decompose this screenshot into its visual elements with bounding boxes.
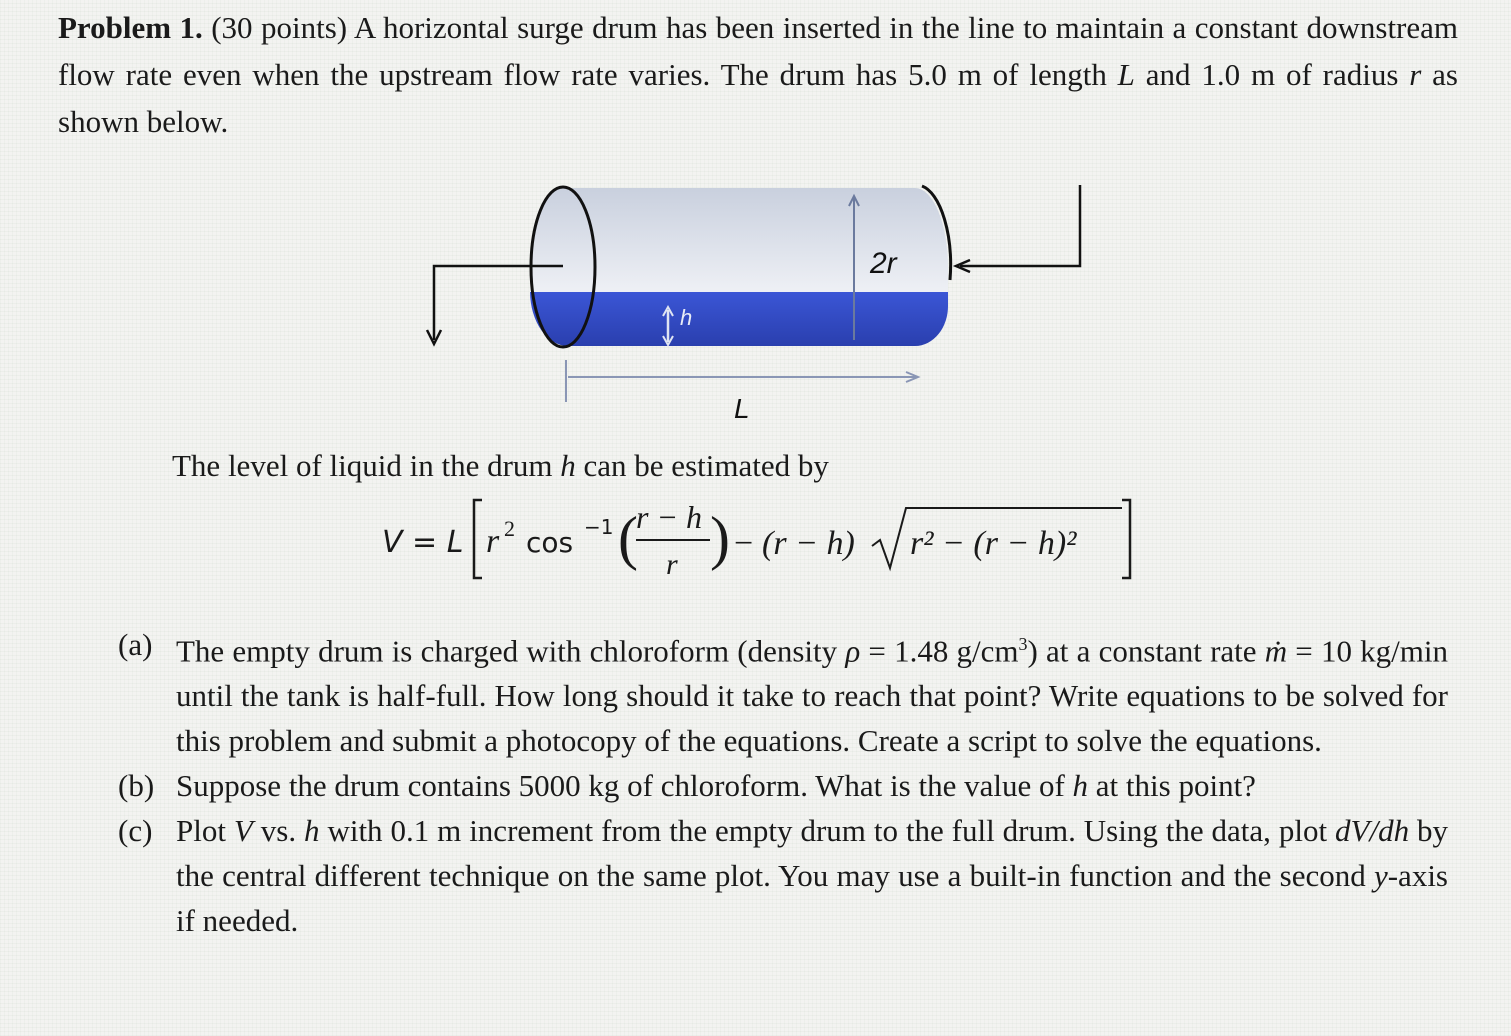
label-2r: 2r — [870, 247, 897, 280]
left-bracket — [474, 500, 482, 578]
outlet-pipe — [960, 185, 1080, 266]
problem-points: (30 points) — [211, 10, 348, 45]
part-a-text-4: = 10 kg/min until the tank is half-full. How long should it take to reach that point? Write equations to be solved for this problem and submit a photocopy of the equations. Create a script to solve the equations. — [176, 633, 1449, 759]
part-b — [118, 763, 1448, 808]
equation-r-exponent: 2 — [504, 516, 515, 541]
part-c-text-5: -axis if needed. — [176, 858, 1448, 939]
equation-cos-exponent: −1 — [584, 515, 614, 539]
part-c-text-3: with 0.1 m increment from the empty drum to the full drum. Using the data, plot — [319, 813, 1336, 849]
equation-minus: − — [734, 525, 754, 562]
problem-statement — [58, 4, 1458, 145]
symbol-h: h — [1072, 768, 1089, 804]
right-bracket — [1122, 500, 1130, 578]
intro-text-1: A horizontal surge drum has been inserted in the line to maintain a constant downstream flow rate even when the upstream flow rate varies. The drum has 5.0 m of length — [58, 10, 1459, 92]
part-a-text-1: The empty drum is charged with chloroform (density — [176, 633, 846, 669]
part-label: (b) — [118, 768, 155, 804]
problem-title: Problem 1. — [58, 10, 203, 45]
symbol-V: V — [233, 813, 253, 849]
label-h: h — [680, 305, 693, 330]
intro-text-2: and 1.0 m of radius — [1134, 57, 1410, 92]
symbol-y: y — [1373, 858, 1388, 894]
part-c — [118, 808, 1448, 943]
surge-drum-diagram — [400, 170, 1100, 430]
symbol-mdot: ṁ — [1264, 633, 1288, 669]
equation-cos: cos — [526, 526, 574, 559]
part-c-text-4: by the central different technique on the same plot. You may use a built-in function and the second — [176, 813, 1449, 894]
symbol-h: h — [560, 448, 576, 483]
part-text — [176, 622, 1448, 763]
question-parts — [118, 622, 1448, 943]
part-a — [118, 622, 1448, 763]
part-c-text-1: Plot — [176, 813, 234, 849]
symbol-h: h — [304, 813, 320, 849]
superscript-3: 3 — [1018, 634, 1028, 654]
part-c-text-2: vs. — [252, 813, 305, 849]
part-label: (a) — [118, 627, 153, 662]
part-text — [176, 808, 1448, 943]
equation-factor: (r − h) — [762, 525, 855, 562]
equation-lhs: V = L — [382, 525, 464, 560]
part-a-text-2: = 1.48 g/cm — [860, 633, 1019, 669]
symbol-L: L — [1117, 57, 1135, 92]
volume-equation — [370, 492, 1150, 592]
equation-radicand: r² − (r − h)² — [910, 525, 1077, 562]
part-b-text-2: at this point? — [1088, 768, 1256, 804]
symbol-dvdh: dV/dh — [1335, 813, 1410, 849]
symbol-r: r — [1409, 57, 1422, 92]
equation-r: r — [486, 523, 500, 560]
label-L: L — [734, 393, 750, 424]
right-paren: ) — [710, 505, 730, 571]
part-text — [176, 763, 1448, 808]
part-label: (c) — [118, 813, 153, 849]
part-b-text-1: Suppose the drum contains 5000 kg of chloroform. What is the value of — [176, 768, 1073, 804]
intro-text-3: as shown below. — [58, 57, 1458, 139]
symbol-rho: ρ — [845, 633, 861, 669]
left-paren: ( — [618, 505, 638, 571]
estimate-text-1: The level of liquid in the drum — [172, 448, 561, 483]
estimate-text — [172, 448, 829, 484]
fraction-numerator: r − h — [636, 499, 703, 535]
part-a-text-3: ) at a constant rate — [1027, 633, 1265, 669]
estimate-text-2: can be estimated by — [575, 448, 829, 483]
fraction-denominator: r — [666, 548, 678, 581]
